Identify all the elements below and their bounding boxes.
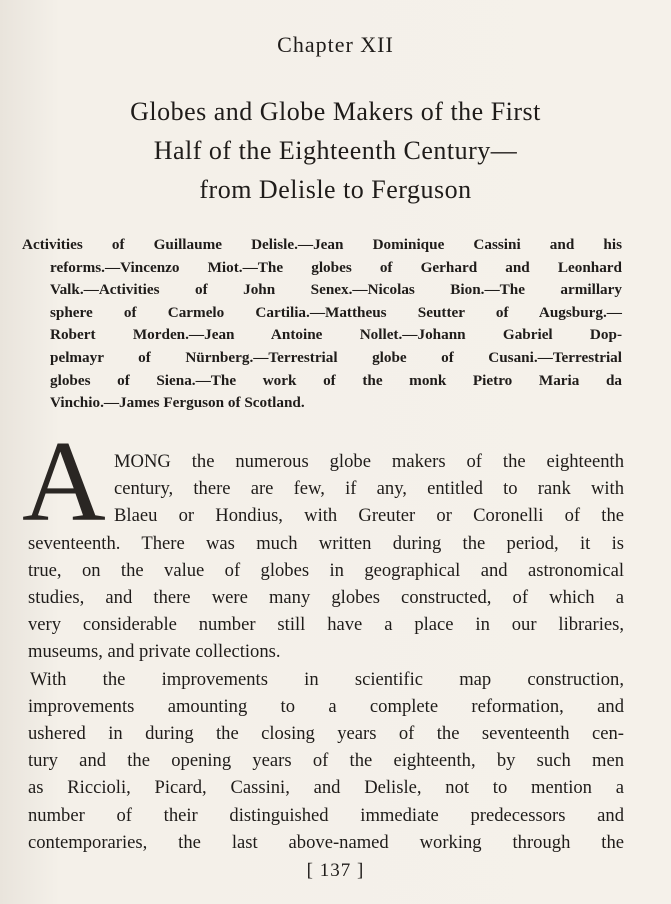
body-line: true, on the value of globes in geographical and astronomical	[28, 559, 624, 581]
body-line: seventeenth. There was much written during the period, it is	[28, 532, 624, 554]
chapter-title-line: from Delisle to Ferguson	[199, 175, 472, 204]
summary-line: Robert Morden.—Jean Antoine Nollet.—Johann Gabriel Dop-	[50, 326, 622, 344]
summary-line: reforms.—Vincenzo Miot.—The globes of Gerhard and Leonhard	[50, 258, 622, 276]
chapter-title-line: Globes and Globe Makers of the First	[130, 97, 541, 126]
body-line: studies, and there were many globes constructed, of which a	[28, 587, 624, 609]
summary-line: Vinchio.—James Ferguson of Scotland.	[50, 394, 305, 412]
body-line: MONG the numerous globe makers of the eighteenth	[114, 451, 624, 472]
drop-cap: A	[22, 418, 106, 546]
page-number: [ 137 ]	[306, 860, 365, 881]
body-line: ushered in during the closing years of the seventeenth cen-	[28, 723, 624, 745]
body-line: improvements amounting to a complete reformation, and	[28, 695, 624, 717]
chapter-label: Chapter XII	[277, 32, 394, 57]
body-line: museums, and private collections.	[28, 641, 281, 663]
summary-line: Valk.—Activities of John Senex.—Nicolas Bion.—The armillary	[50, 281, 622, 299]
body-line: contemporaries, the last above-named working through the	[28, 831, 624, 853]
summary-line: Activities of Guillaume Delisle.—Jean Dominique Cassini and his	[22, 236, 622, 253]
body-line: as Riccioli, Picard, Cassini, and Delisle, not to mention a	[28, 777, 624, 799]
body-line: very considerable number still have a place in our libraries,	[28, 614, 624, 636]
summary-line: globes of Siena.—The work of the monk Pietro Maria da	[50, 371, 622, 389]
chapter-title	[20, 92, 651, 209]
body-line: tury and the opening years of the eighteenth, by such men	[28, 750, 624, 772]
body-line: number of their distinguished immediate predecessors and	[28, 804, 624, 826]
body-line: Blaeu or Hondius, with Greuter or Coronelli of the	[114, 505, 624, 527]
body-line: century, there are few, if any, entitled to rank with	[114, 478, 624, 500]
body-text	[28, 448, 624, 856]
chapter-title-line: Half of the Eighteenth Century—	[153, 136, 518, 165]
chapter-summary	[22, 234, 622, 415]
summary-line: pelmayr of Nürnberg.—Terrestrial globe of Cusani.—Terrestrial	[50, 348, 622, 366]
body-line: With the improvements in scientific map construction,	[30, 668, 624, 690]
summary-line: sphere of Carmelo Cartilia.—Mattheus Seutter of Augsburg.—	[50, 303, 622, 321]
